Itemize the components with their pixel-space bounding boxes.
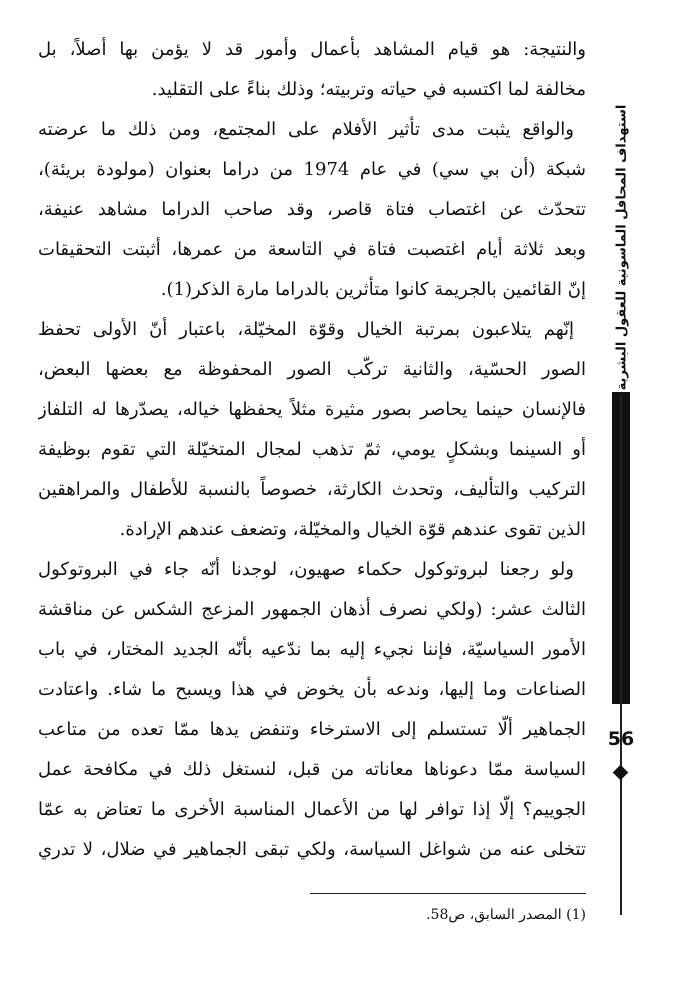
footnote: (1) المصدر السابق، ص58.	[426, 907, 586, 923]
footnote-divider	[310, 893, 586, 894]
text-line: مخالفة لما اكتسبه في حياته وتربيته؛ وذلك بناءً على التقليد.	[151, 79, 586, 100]
running-header	[612, 105, 632, 390]
text-line: إنّ القائمين بالجريمة كانوا متأثرين بالدراما مارة الذكر(1).	[160, 279, 586, 300]
margin-rule	[620, 395, 622, 915]
text-line: أو السينما وبشكلٍ يومي، ثمّ تذهب لمجال المتخيّلة التي تقوم بوظيفة	[38, 439, 586, 460]
text-line: الثالث عشر: (ولكي نصرف أذهان الجمهور المزعج الشكس عن مناقشة	[38, 599, 586, 620]
text-line: الجماهير ألّا تستسلم إلى الاسترخاء وتنفض يدها ممّا تعده من متاعب	[38, 719, 586, 740]
text-line: إنّهم يتلاعبون بمرتبة الخيال وقوّة المخيّلة، باعتبار أنّ الأولى تحفظ	[38, 319, 574, 340]
text-line: الصور الحسّية، والثانية تركّب الصور المحفوظة مع بعضها البعض،	[38, 359, 586, 380]
text-line: والنتيجة: هو قيام المشاهد بأعمال وأمور قد لا يؤمن بها أصلاً، بل	[38, 39, 586, 60]
text-line: الصناعات وما إليها، وندعه بأن يخوض في هذا ويسبح ما شاء. واعتادت	[38, 679, 586, 700]
text-line: الذين تقوى عندهم قوّة الخيال والمخيّلة، وتضعف عندهم الإرادة.	[119, 519, 586, 540]
text-line: الجوييم؟ إلّا إذا توافر لها من الأعمال المناسبة الأخرى ما تعتاض به عمّا	[38, 799, 586, 820]
body-text	[38, 30, 586, 870]
diamond-icon	[613, 765, 629, 781]
text-line: التركيب والتأليف، وتحدث الكارثة، خصوصاً بالنسبة للأطفال والمراهقين	[38, 479, 586, 500]
text-line: تتحدّث عن اغتصاب فتاة قاصر، وقد صاحب الدراما مشاهد عنيفة،	[38, 199, 586, 220]
text-line: وبعد ثلاثة أيام اغتصبت فتاة في التاسعة من عمرها، أثبتت التحقيقات	[38, 239, 586, 260]
page-number: 56	[607, 728, 635, 750]
text-line: ولو رجعنا لبروتوكول حكماء صهيون، لوجدنا أنّه جاء في البروتوكول	[38, 559, 574, 580]
text-line: تتخلى عنه من شواغل السياسة، ولكي تبقى الجماهير في ضلال، لا تدري	[38, 839, 586, 860]
running-header-text: استهداف المحافل الماسونية للعقول البشرية	[614, 104, 630, 391]
text-line: فالإنسان حينما يحاصر بصور مثيرة مثلاً يحفظها خياله، يصدّرها له التلفاز	[38, 399, 586, 420]
text-line: الأمور السياسيّة، فإننا نجيء إليه بما ندّعيه بأنّه الجديد المختار، في باب	[38, 639, 586, 660]
text-line: شبكة (أن بي سي) في عام 1974 من دراما بعنوان (مولودة بريئة)،	[38, 159, 586, 180]
text-line: والواقع يثبت مدى تأثير الأفلام على المجتمع، ومن ذلك ما عرضته	[38, 119, 574, 140]
text-line: السياسة ممّا دعوناها معاناته من قبل، لنستغل ذلك في مكافحة عمل	[38, 759, 586, 780]
